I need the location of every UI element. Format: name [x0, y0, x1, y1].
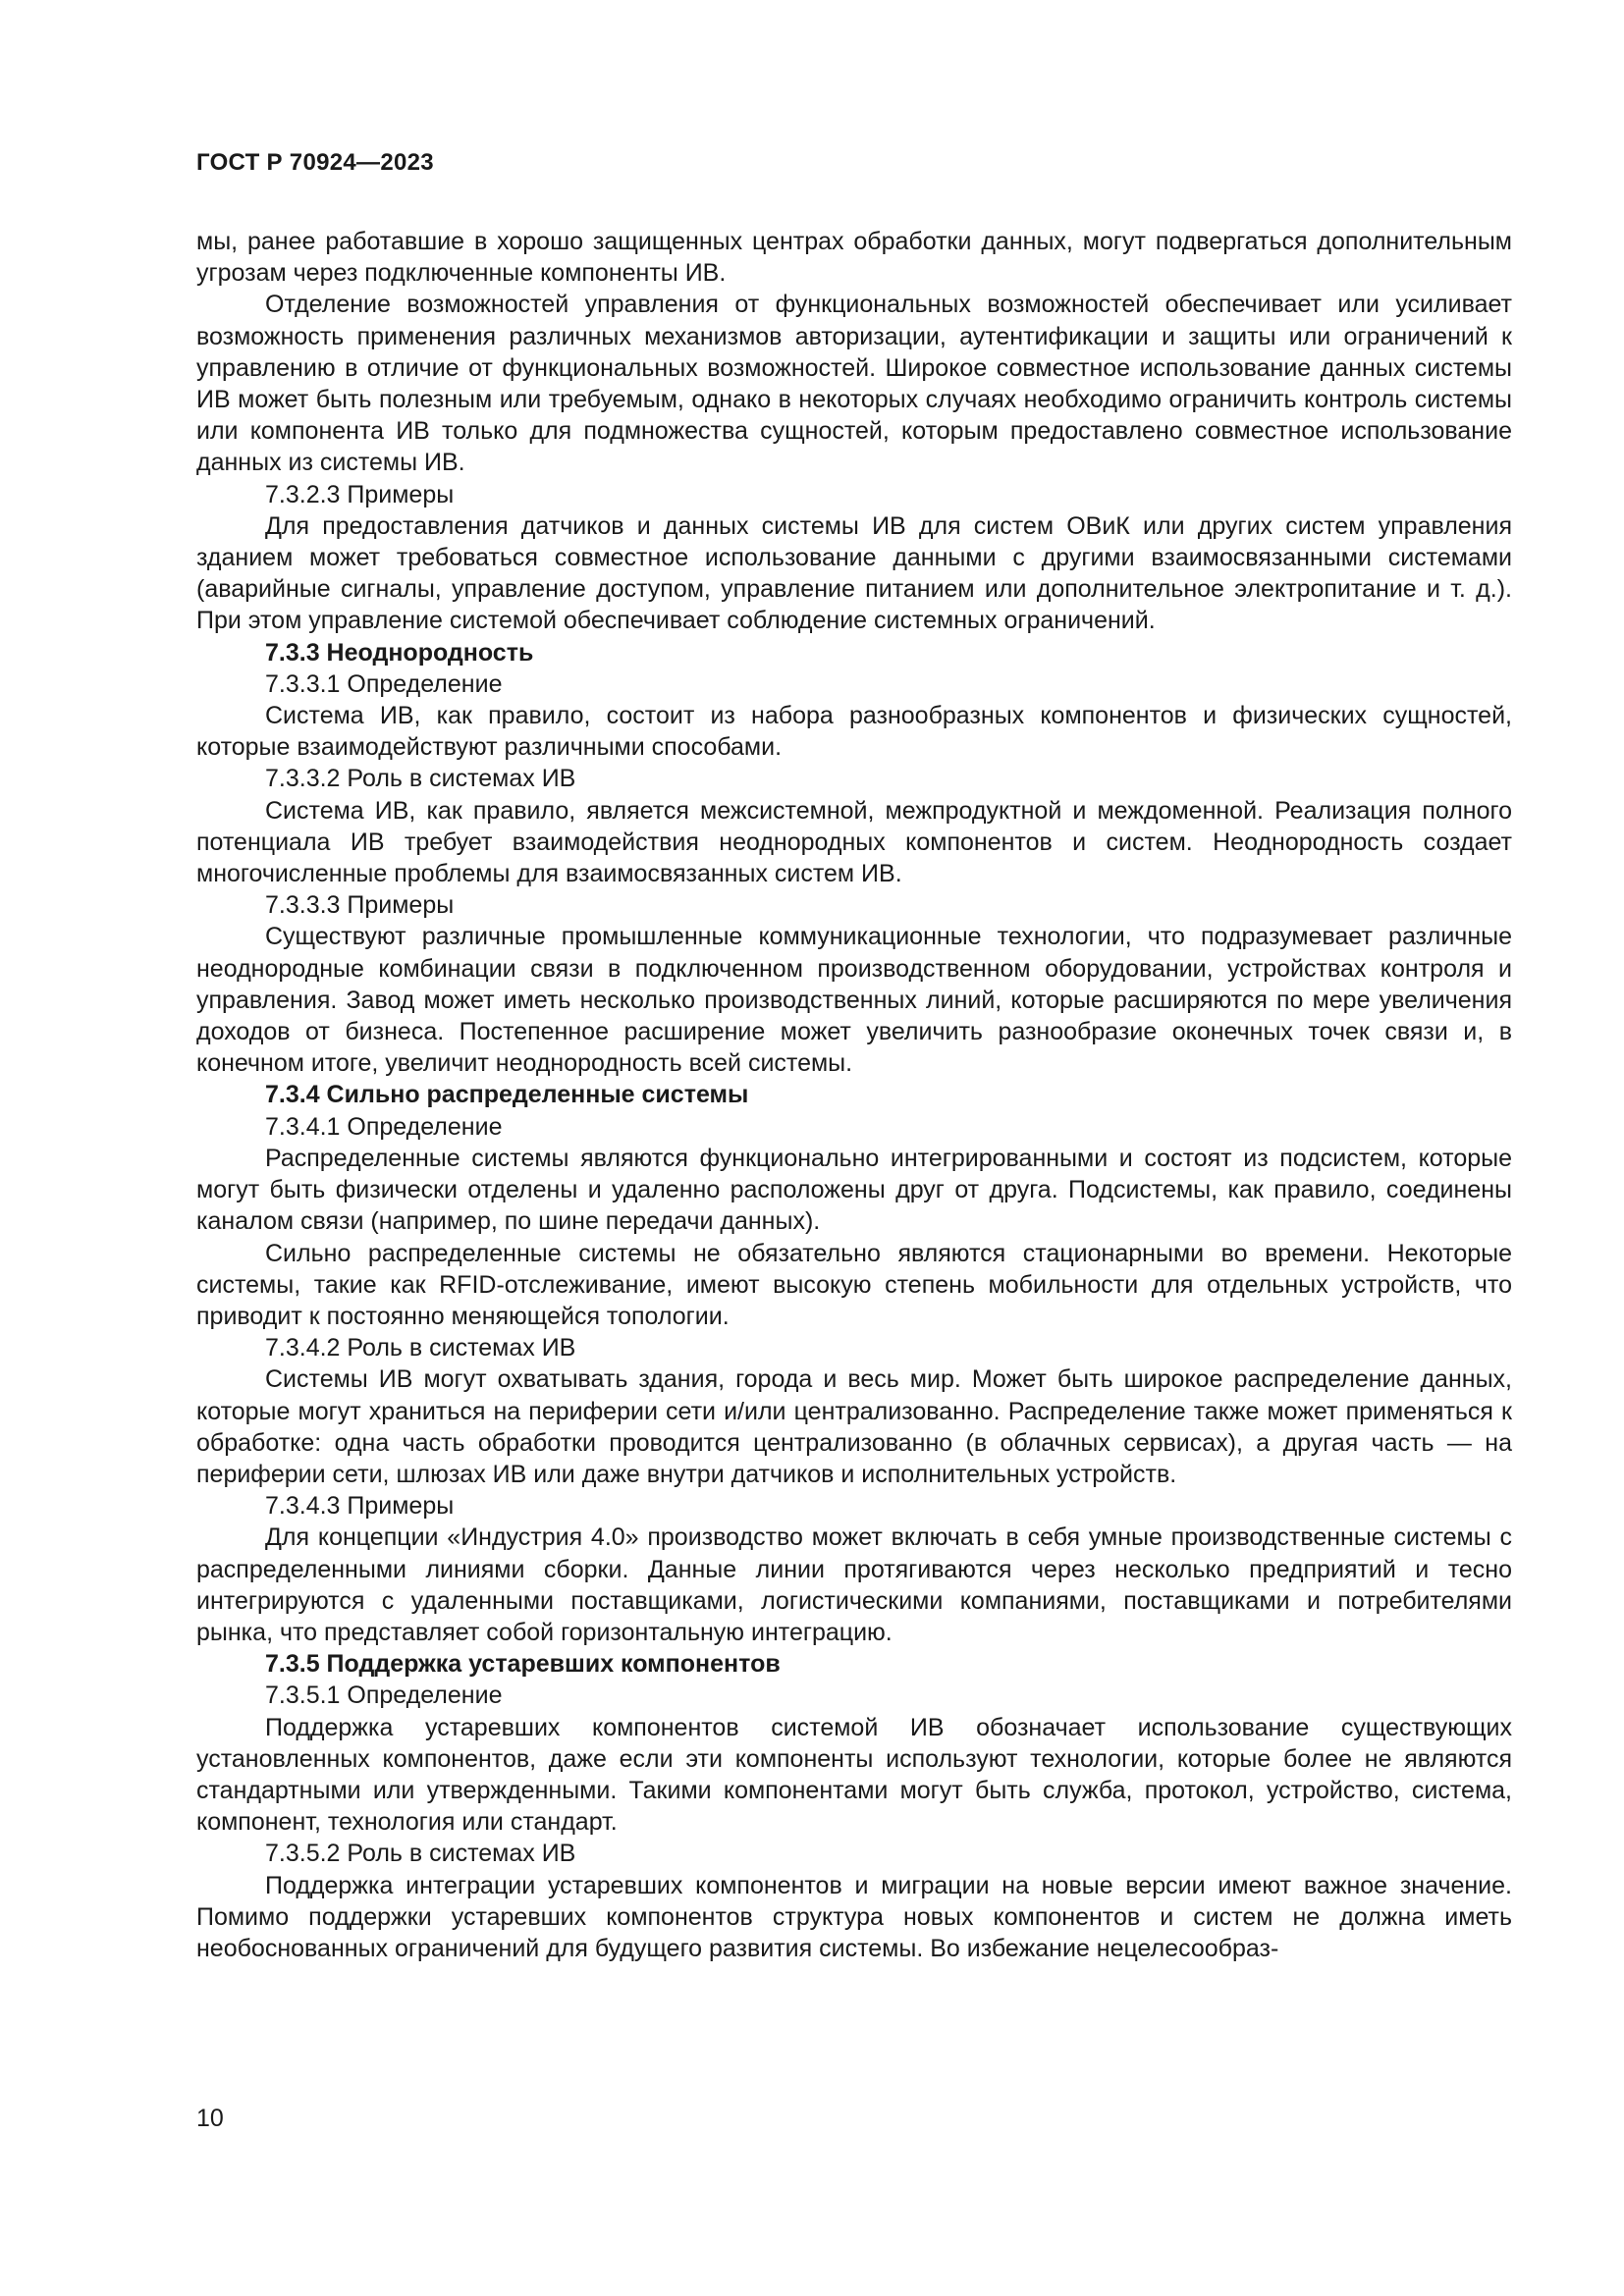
- paragraph: Система ИВ, как правило, является межсистемной, межпродуктной и междоменной. Реализация полного потенциала ИВ требует взаимодействия неоднородных компонентов и систем. Неоднородность создает многочисленные проблемы для взаимосвязанных систем ИВ.: [196, 796, 1512, 888]
- subsection-title: 7.3.3.1 Определение: [265, 669, 503, 698]
- subsection-title: 7.3.4.3 Примеры: [265, 1492, 455, 1521]
- section-heading: 7.3.5 Поддержка устаревших компонентов: [265, 1650, 781, 1679]
- subsection-title: 7.3.3.2 Роль в системах ИВ: [265, 765, 576, 793]
- paragraph: мы, ранее работавшие в хорошо защищенных центрах обработки данных, могут подвергаться дополнительным угрозам через подключенные компоненты ИВ.: [196, 228, 1512, 288]
- paragraph: Поддержка интеграции устаревших компонентов и миграции на новые версии имеют важное значение. Помимо поддержки устаревших компонентов структура новых компонентов и систем не должна иметь необоснованных ограничений для будущего развития системы. Во избежание нецелесообраз-: [196, 1871, 1512, 1962]
- paragraph: Сильно распределенные системы не обязательно являются стационарными во времени. Некоторые системы, такие как RFID-отслеживание, имеют высокую степень мобильности для отдельных устройств, что приводит к постоянно меняющейся топологии.: [196, 1239, 1512, 1330]
- paragraph: Существуют различные промышленные коммуникационные технологии, что подразумевает различные неоднородные комбинации связи в подключенном производственном оборудовании, устройствах контроля и управления. Завод может иметь несколько производственных линий, которые расширяются по мере увеличения доходов от бизнеса. Постепенное расширение может увеличить разнообразие оконечных точек связи и, в конечном итоге, увеличит неоднородность всей системы.: [196, 923, 1512, 1078]
- subsection-title: 7.3.5.2 Роль в системах ИВ: [265, 1840, 576, 1868]
- page-number: 10: [196, 2105, 224, 2132]
- subsection-title: 7.3.5.1 Определение: [265, 1682, 503, 1710]
- subsection-title: 7.3.4.1 Определение: [265, 1112, 503, 1141]
- paragraph: Распределенные системы являются функционально интегрированными и состоят из подсистем, которые могут быть физически отделены и удаленно расположены друг от друга. Подсистемы, как правило, соединены каналом связи (например, по шине передачи данных).: [196, 1144, 1512, 1236]
- paragraph: Отделение возможностей управления от функциональных возможностей обеспечивает или усиливает возможность применения различных механизмов авторизации, аутентификации и защиты или ограничений к управлению в отличие от функциональных возможностей. Широкое совместное использование данных системы ИВ может быть полезным или требуемым, однако в некоторых случаях необходимо ограничить контроль системы или компонента ИВ только для подмножества сущностей, которым предоставлено совместное использование данных из системы ИВ.: [196, 291, 1512, 477]
- paragraph: Для концепции «Индустрия 4.0» производство может включать в себя умные производственные системы с распределенными линиями сборки. Данные линии протягиваются через несколько предприятий и тесно интегрируются с удаленными поставщиками, логистическими компаниями, поставщиками и потребителями рынка, что представляет собой горизонтальную интеграцию.: [196, 1523, 1512, 1646]
- subsection-title: 7.3.3.3 Примеры: [265, 891, 455, 920]
- page-content: [196, 226, 1512, 1964]
- document-header: ГОСТ Р 70924—2023: [196, 149, 434, 176]
- section-heading: 7.3.4 Сильно распределенные системы: [265, 1081, 749, 1109]
- subsection-title: 7.3.2.3 Примеры: [265, 480, 455, 508]
- paragraph: Для предоставления датчиков и данных системы ИВ для систем ОВиК или других систем управления зданием может требоваться совместное использование данными с другими взаимосвязанными системами (аварийные сигналы, управление доступом, управление питанием или дополнительное электропитание и т. д.). При этом управление системой обеспечивает соблюдение системных ограничений.: [196, 511, 1512, 635]
- paragraph: Поддержка устаревших компонентов системой ИВ обозначает использование существующих установленных компонентов, даже если эти компоненты используют технологии, которые более не являются стандартными или утвержденными. Такими компонентами могут быть служба, протокол, устройство, система, компонент, технология или стандарт.: [196, 1713, 1512, 1837]
- paragraph: Системы ИВ могут охватывать здания, города и весь мир. Может быть широкое распределение данных, которые могут храниться на периферии сети и/или централизованно. Распределение также может применяться к обработке: одна часть обработки проводится централизованно (в облачных сервисах), а другая часть — на периферии сети, шлюзах ИВ или даже внутри датчиков и исполнительных устройств.: [196, 1365, 1512, 1488]
- subsection-title: 7.3.4.2 Роль в системах ИВ: [265, 1334, 576, 1362]
- section-heading: 7.3.3 Неоднородность: [265, 638, 534, 667]
- paragraph: Система ИВ, как правило, состоит из набора разнообразных компонентов и физических сущностей, которые взаимодействуют различными способами.: [196, 702, 1512, 762]
